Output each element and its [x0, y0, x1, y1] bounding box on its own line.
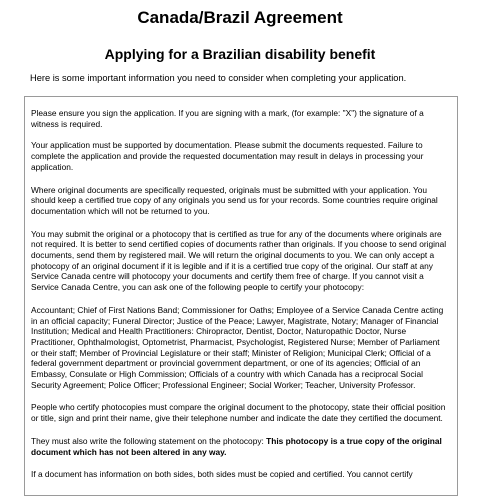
notice-statement-paragraph: [31, 436, 449, 457]
notice-originals-paragraph: Where original documents are specifically requested, originals must be submitted with your application. You should keep a certified true copy of any originals you send us for your records. Some countries require original documentation which will not be returned to you.: [31, 184, 438, 216]
page-title: Canada/Brazil Agreement: [137, 8, 343, 27]
statement-bold: This photocopy is a true copy of the original document which has not been altered in any way.: [31, 435, 442, 457]
statement-lead: They must also write the following statement on the photocopy:: [31, 435, 267, 446]
page-subtitle: Applying for a Brazilian disability benefit: [104, 46, 376, 62]
notice-certifiers-paragraph: Accountant; Chief of First Nations Band; Commissioner for Oaths; Employee of a Service Canada Centre acting in an official capacity; Funeral Director; Justice of the Peace; Lawyer, Magistrate, Notary; Manager of Financial Institution; Medical and Health Practitioners: Chiropractor, Dentist, Doctor, Naturopathic Doctor, Nurse Practitioner, Ophthalmologist, Optometrist, Pharmacist, Psychologist, Registered Nurse; Member of Parliament or their staff; Member of Provincial Legislature or their staff; Minister of Religion; Municipal Clerk; Official of a federal government department or provincial government department, or one of its agencies; Official of an Embassy, Consulate or High Commission; Officials of a country with which Canada has a reciprocal Social Security Agreement; Police Officer; Professional Engineer; Social Worker; Teacher, University Professor.: [31, 304, 444, 390]
intro-text: Here is some important information you need to consider when completing your application.: [30, 73, 407, 83]
notice-both-sides-paragraph: If a document has information on both sides, both sides must be copied and certified. You cannot certify: [31, 469, 413, 480]
notice-documentation-paragraph: Your application must be supported by documentation. Please submit the documents requested. Failure to complete the application and provide the requested documentation may result in delays in processing your application.: [31, 140, 424, 172]
notice-photocopy-paragraph: You may submit the original or a photocopy that is certified as true for any of the documents where originals are not required. It is better to send certified copies of documents rather than originals. If you choose to send original documents, send them by registered mail. We will return the original documents to you. We can only accept a photocopy of an original document if it is legible and if it is a certified true copy of the original. Our staff at any Service Canada centre will photocopy your documents and certify them free of charge. If you cannot visit a Service Canada Centre, you can ask one of the following people to certify your photocopy:: [31, 228, 447, 293]
notice-box: [24, 96, 458, 496]
notice-certification-paragraph: People who certify photocopies must compare the original document to the photocopy, state their official position or title, sign and print their name, give their telephone number and indicate the date they certified the document.: [31, 402, 446, 424]
notice-signature-paragraph: Please ensure you sign the application. If you are signing with a mark, (for example: "X") the signature of a witness is required.: [31, 108, 424, 129]
